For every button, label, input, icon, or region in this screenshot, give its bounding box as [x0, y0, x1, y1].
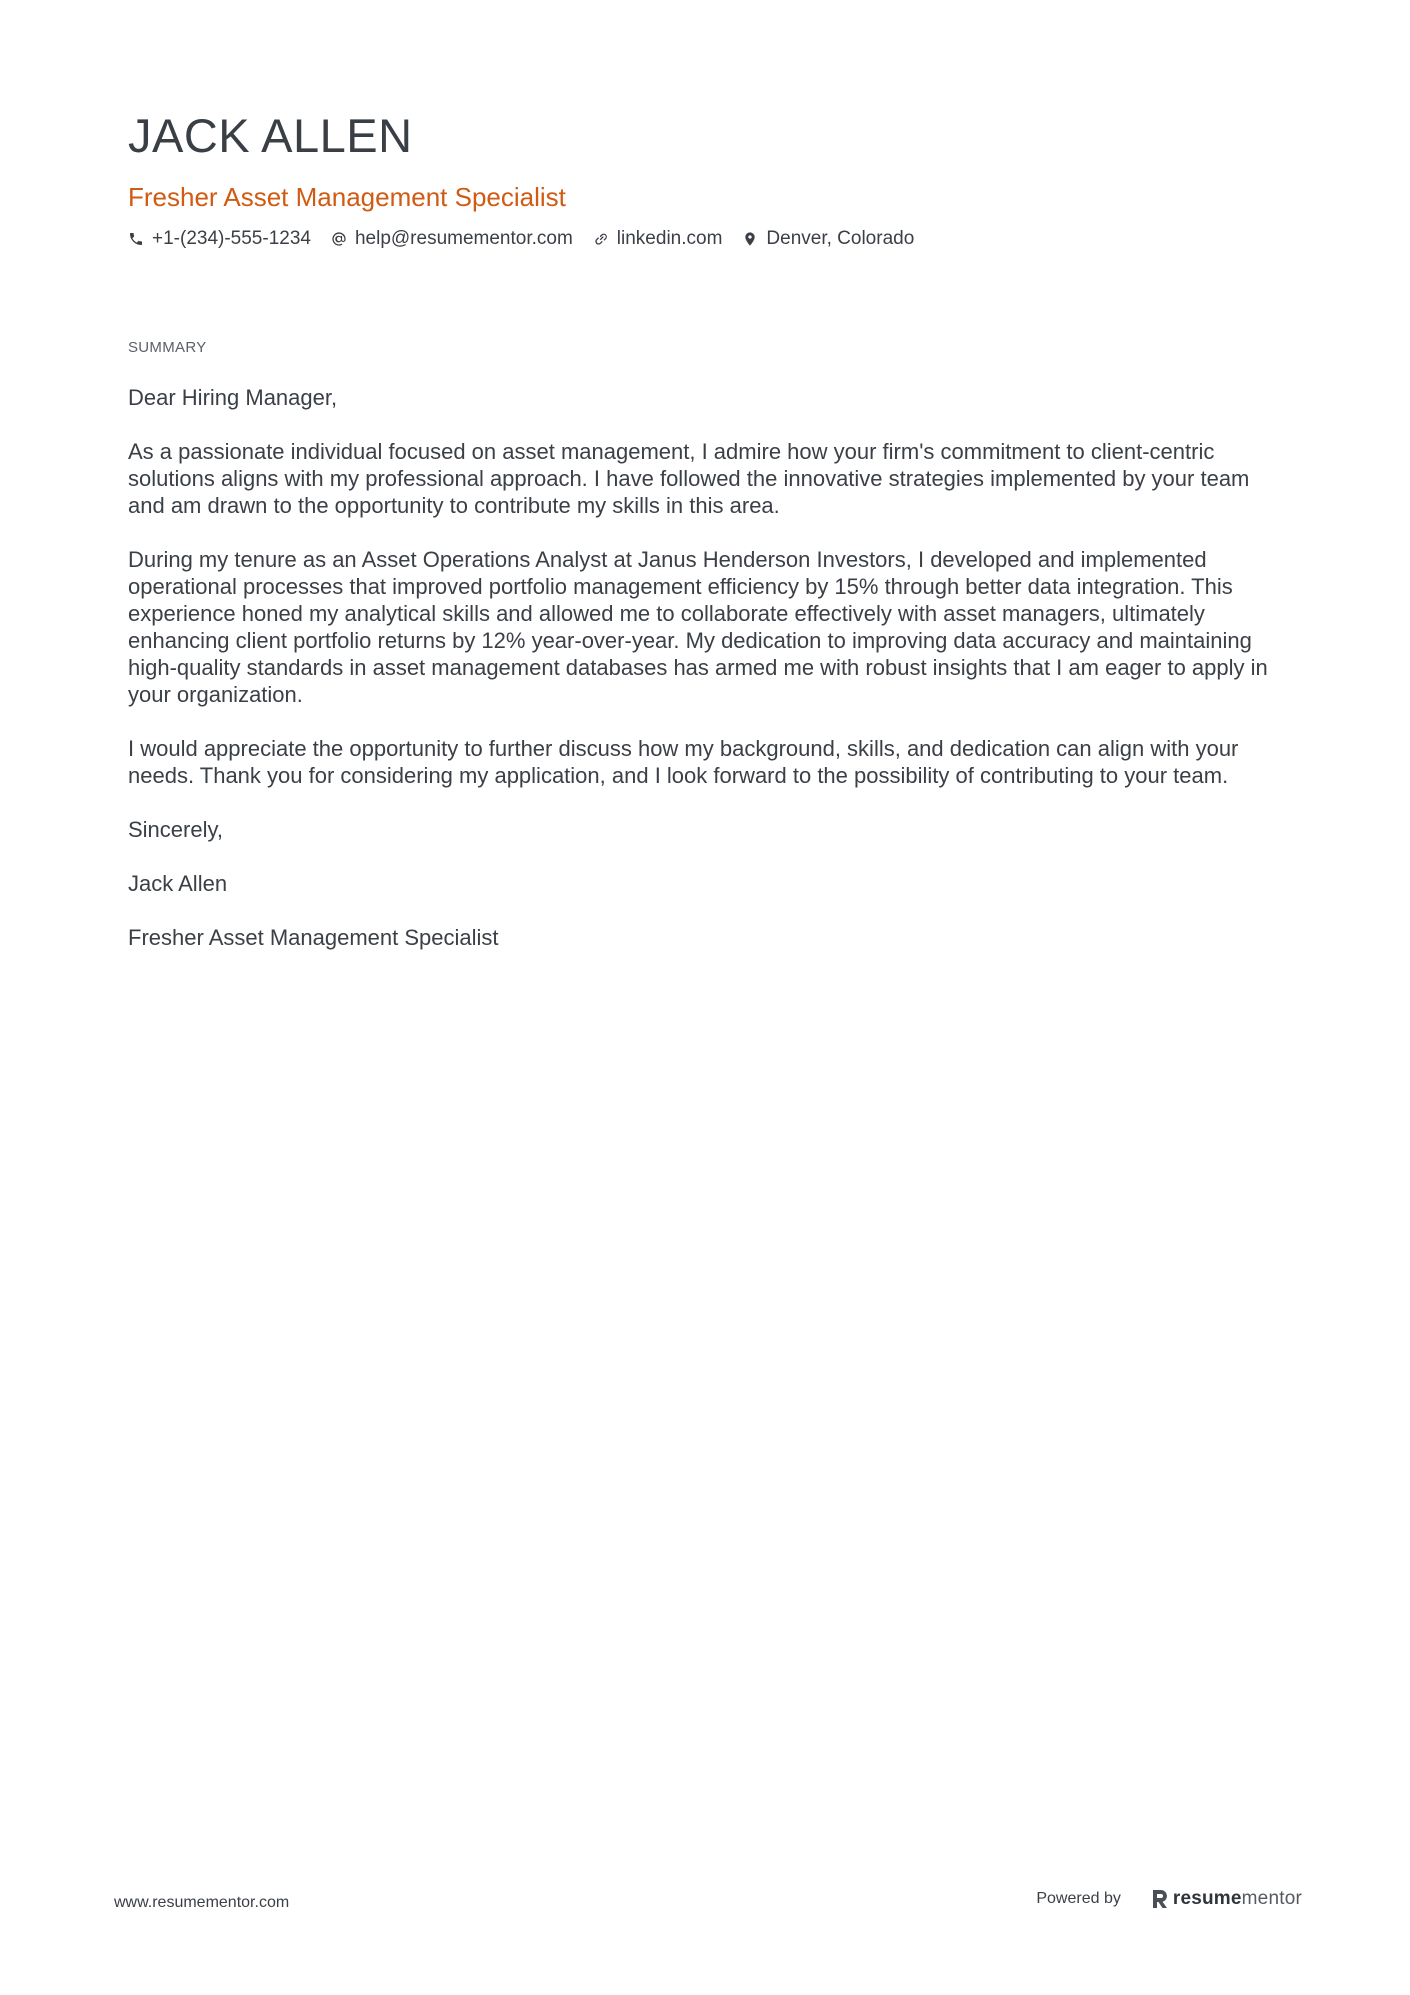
footer-powered-by [1036, 1888, 1302, 1910]
resumementor-logo-icon [1151, 1889, 1169, 1909]
brand-name-bold: resume [1172, 1888, 1242, 1909]
contact-location-text: Denver, Colorado [766, 228, 915, 249]
letter-paragraph-3: I would appreciate the opportunity to further discuss how my background, skills, and dedication can align with your needs. Thank you for considering my application, and I look forward to the possibility of contributing to your team. [128, 736, 1239, 788]
contact-location [742, 228, 914, 250]
link-icon [593, 231, 609, 247]
letter-body [128, 384, 1288, 978]
section-label-summary: SUMMARY [128, 339, 207, 356]
signature-title: Fresher Asset Management Specialist [128, 925, 499, 950]
letter-closing: Sincerely, [128, 817, 223, 842]
contact-email[interactable] [331, 228, 573, 250]
footer-website-link[interactable]: www.resumementor.com [114, 1894, 290, 1911]
contact-linkedin[interactable] [593, 228, 723, 250]
letter-paragraph-2: During my tenure as an Asset Operations Analyst at Janus Henderson Investors, I developed and implemented operational processes that improved portfolio management efficiency by 15% through better data integration. This experience honed my analytical skills and allowed me to collaborate effectively with asset managers, ultimately enhancing client portfolio returns by 12% year-over-year. My dedication to improving data accuracy and maintaining high-quality standards in asset management databases has armed me with robust insights that I am eager to apply in your organization. [128, 547, 1268, 707]
signature-name: Jack Allen [128, 871, 228, 896]
candidate-role: Fresher Asset Management Specialist [128, 182, 566, 212]
contact-phone[interactable] [128, 228, 311, 250]
letter-greeting: Dear Hiring Manager, [128, 385, 338, 410]
contact-email-text: help@resumementor.com [354, 228, 573, 249]
powered-by-label: Powered by [1036, 1890, 1121, 1907]
location-pin-icon [742, 231, 758, 247]
letter-paragraph-1: As a passionate individual focused on asset management, I admire how your firm's commitment to client-centric solutions aligns with my professional approach. I have followed the innovative strategies implemented by your team and am drawn to the opportunity to contribute my skills in this area. [128, 439, 1250, 518]
brand-name-light: mentor [1241, 1888, 1302, 1909]
candidate-name: JACK ALLEN [128, 109, 413, 162]
contact-phone-text: +1-(234)-555-1234 [152, 228, 311, 249]
contact-bar [128, 228, 934, 250]
brand-logo[interactable] [1151, 1888, 1302, 1910]
contact-linkedin-text: linkedin.com [616, 228, 723, 249]
phone-icon [128, 231, 144, 247]
at-icon [331, 231, 347, 247]
